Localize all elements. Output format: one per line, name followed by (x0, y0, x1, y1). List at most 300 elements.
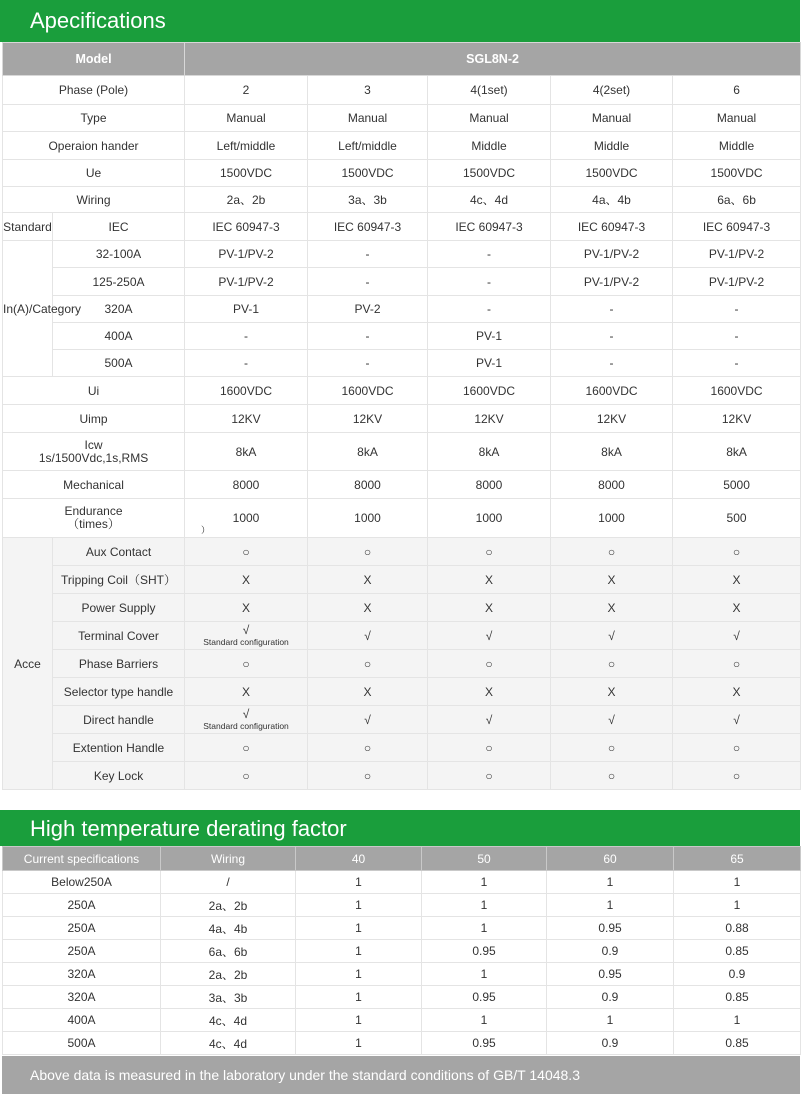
value-cell (428, 499, 551, 538)
value-cell: Middle (551, 132, 673, 160)
value-text: ○ (363, 544, 372, 559)
specifications-table (2, 42, 801, 790)
spec-row-uimp (3, 405, 801, 433)
value-text: X (363, 572, 372, 587)
value-text: 500 (726, 511, 747, 525)
value-cell: 1600VDC (673, 377, 801, 405)
value-cell: 12KV (551, 405, 673, 433)
value-text: X (363, 600, 372, 615)
row-label: Type (3, 105, 185, 132)
row-label: Standard (3, 213, 53, 241)
value-cell: IEC 60947-3 (428, 213, 551, 241)
derating-cell: 1 (674, 1009, 801, 1032)
row-sublabel: 125-250A (53, 268, 185, 296)
derating-cell: 500A (3, 1032, 161, 1055)
value-cell: 12KV (185, 405, 308, 433)
value-text: X (485, 600, 494, 615)
spec-row-wiring (3, 187, 801, 213)
value-cell (308, 622, 428, 650)
value-cell (673, 650, 801, 678)
value-cell (185, 566, 308, 594)
value-cell: 1500VDC (551, 160, 673, 187)
row-label: Mechanical (3, 471, 185, 499)
value-cell (551, 499, 673, 538)
row-label: Phase (Pole) (3, 76, 185, 105)
spec-row-category (3, 350, 801, 377)
value-text: √ (733, 628, 740, 643)
acce-row (3, 678, 801, 706)
value-text: ○ (242, 544, 250, 559)
value-cell (428, 594, 551, 622)
value-text: ○ (485, 768, 493, 783)
value-cell: Left/middle (308, 132, 428, 160)
value-cell: - (185, 323, 308, 350)
value-cell (673, 538, 801, 566)
row-label (3, 499, 185, 538)
icw-line1: Icw (84, 437, 103, 452)
value-cell (673, 594, 801, 622)
value-text: √ (608, 628, 615, 643)
value-text: ○ (485, 656, 493, 671)
derating-cell: Below250A (3, 871, 161, 894)
value-cell (308, 734, 428, 762)
derating-cell: 320A (3, 986, 161, 1009)
value-cell (185, 538, 308, 566)
value-cell: PV-1/PV-2 (551, 241, 673, 268)
value-cell (428, 734, 551, 762)
value-cell: 8kA (673, 433, 801, 471)
derating-cell: 0.95 (422, 1032, 547, 1055)
value-text: X (607, 572, 616, 587)
value-cell: 4c、4d (428, 187, 551, 213)
value-cell: PV-1/PV-2 (673, 268, 801, 296)
value-cell: IEC 60947-3 (551, 213, 673, 241)
value-cell (428, 706, 551, 734)
row-label: Operaion hander (3, 132, 185, 160)
derating-cell: 0.9 (674, 963, 801, 986)
value-cell (673, 762, 801, 790)
value-cell (551, 650, 673, 678)
value-cell: IEC 60947-3 (673, 213, 801, 241)
derating-cell: 6a、6b (161, 940, 296, 963)
row-sublabel: IEC (53, 213, 185, 241)
value-cell (551, 706, 673, 734)
acce-row (3, 734, 801, 762)
acce-item-name: Tripping Coil（SHT） (53, 566, 185, 594)
value-text: ○ (607, 656, 616, 671)
spec-row-ui (3, 377, 801, 405)
value-cell: PV-2 (308, 296, 428, 323)
derating-header-cell: 60 (547, 847, 674, 871)
derating-cell: 1 (296, 871, 422, 894)
value-cell: 8kA (185, 433, 308, 471)
value-cell: PV-1/PV-2 (673, 241, 801, 268)
value-cell (673, 706, 801, 734)
value-cell: Manual (185, 105, 308, 132)
footer-note: Above data is measured in the laboratory under the standard conditions of GB/T 14048.3 (2, 1056, 800, 1094)
row-label: In(A)/Category (3, 241, 53, 377)
value-cell (185, 706, 308, 734)
value-text: ○ (485, 544, 493, 559)
value-text: X (732, 572, 741, 587)
value-cell (308, 762, 428, 790)
value-cell: Middle (673, 132, 801, 160)
standard-config-note: Standard configuration (203, 636, 289, 647)
value-cell: Left/middle (185, 132, 308, 160)
value-text: ○ (363, 656, 372, 671)
value-cell: 8000 (551, 471, 673, 499)
value-text: ○ (363, 768, 372, 783)
derating-cell: 1 (674, 894, 801, 917)
value-text: ○ (607, 740, 616, 755)
value-cell: - (185, 350, 308, 377)
value-cell: 4(1set) (428, 76, 551, 105)
value-cell (308, 678, 428, 706)
value-text: 1000 (475, 511, 503, 525)
value-cell (673, 734, 801, 762)
value-cell: 1500VDC (673, 160, 801, 187)
derating-cell: 1 (547, 871, 674, 894)
endurance-line2: （times） (67, 517, 120, 531)
value-text: X (607, 684, 616, 699)
value-text: ○ (485, 740, 493, 755)
value-cell: 8kA (308, 433, 428, 471)
value-cell (185, 678, 308, 706)
derating-cell: 320A (3, 963, 161, 986)
derating-cell: 1 (296, 917, 422, 940)
value-text: X (242, 572, 251, 587)
spec-row-handle (3, 132, 801, 160)
acce-item-name: Key Lock (53, 762, 185, 790)
derating-header-cell: 50 (422, 847, 547, 871)
value-cell: 1600VDC (551, 377, 673, 405)
value-cell (185, 594, 308, 622)
derating-cell: 4c、4d (161, 1009, 296, 1032)
value-cell: PV-1/PV-2 (551, 268, 673, 296)
derating-cell: 0.85 (674, 940, 801, 963)
value-cell: - (551, 296, 673, 323)
value-cell: PV-1 (185, 296, 308, 323)
value-cell (551, 734, 673, 762)
model-label: Model (3, 43, 185, 76)
acce-item-name: Aux Contact (53, 538, 185, 566)
value-cell: Manual (428, 105, 551, 132)
value-cell: 2 (185, 76, 308, 105)
value-text: ○ (242, 656, 250, 671)
derating-cell: 0.88 (674, 917, 801, 940)
derating-cell: 0.9 (547, 986, 674, 1009)
value-cell: - (308, 350, 428, 377)
row-sublabel: 500A (53, 350, 185, 377)
value-cell: 2a、2b (185, 187, 308, 213)
derating-row (3, 940, 801, 963)
acce-row (3, 650, 801, 678)
derating-cell: 1 (422, 1009, 547, 1032)
value-cell: - (673, 296, 801, 323)
derating-cell: 0.85 (674, 986, 801, 1009)
value-cell: - (551, 350, 673, 377)
value-cell (428, 622, 551, 650)
value-text: √ (733, 712, 740, 727)
value-cell: Middle (428, 132, 551, 160)
value-cell: 4a、4b (551, 187, 673, 213)
row-label: Wiring (3, 187, 185, 213)
row-sublabel: 320A (53, 296, 185, 323)
derating-header-cell: Wiring (161, 847, 296, 871)
spec-row-phase (3, 76, 801, 105)
value-cell (551, 566, 673, 594)
acce-item-name: Terminal Cover (53, 622, 185, 650)
value-cell: 5000 (673, 471, 801, 499)
value-cell: - (308, 241, 428, 268)
derating-cell: 1 (422, 963, 547, 986)
value-cell: 3 (308, 76, 428, 105)
value-cell (185, 734, 308, 762)
value-text: 1000 (232, 511, 260, 525)
derating-cell: 1 (422, 917, 547, 940)
value-cell: 3a、3b (308, 187, 428, 213)
row-sublabel: 400A (53, 323, 185, 350)
value-cell: 8000 (308, 471, 428, 499)
value-cell: PV-1/PV-2 (185, 268, 308, 296)
derating-cell: 1 (422, 894, 547, 917)
row-label: Ui (3, 377, 185, 405)
derating-cell: 1 (422, 871, 547, 894)
value-cell: IEC 60947-3 (308, 213, 428, 241)
derating-row (3, 871, 801, 894)
value-text: X (732, 684, 741, 699)
value-text: X (363, 684, 372, 699)
value-cell: 1600VDC (428, 377, 551, 405)
derating-header-row (3, 847, 801, 871)
derating-cell: 2a、2b (161, 963, 296, 986)
stack-cell (203, 708, 289, 731)
value-cell: 8kA (551, 433, 673, 471)
value-cell: Manual (308, 105, 428, 132)
value-cell (551, 678, 673, 706)
value-cell (308, 538, 428, 566)
value-cell (185, 762, 308, 790)
derating-cell: 250A (3, 894, 161, 917)
value-cell: - (308, 323, 428, 350)
value-cell: Manual (673, 105, 801, 132)
derating-row (3, 963, 801, 986)
endurance-line1: Endurance (64, 504, 123, 518)
section-title-derating: High temperature derating factor (0, 810, 800, 846)
spec-row-category (3, 268, 801, 296)
spec-row-category (3, 296, 801, 323)
value-cell: 1600VDC (185, 377, 308, 405)
value-text: X (485, 572, 494, 587)
acce-item-name: Selector type handle (53, 678, 185, 706)
value-cell: 6 (673, 76, 801, 105)
acce-row (3, 706, 801, 734)
spec-row-ue (3, 160, 801, 187)
section-title-specifications: Apecifications (0, 0, 800, 42)
value-cell: 4(2set) (551, 76, 673, 105)
spec-row-mechanical (3, 471, 801, 499)
value-cell (673, 499, 801, 538)
derating-cell: 0.95 (547, 963, 674, 986)
derating-header-cell: 65 (674, 847, 801, 871)
spec-row-endurance (3, 499, 801, 538)
value-text: 1000 (598, 511, 625, 525)
derating-cell: 3a、3b (161, 986, 296, 1009)
derating-cell: 1 (296, 894, 422, 917)
value-text: ○ (363, 740, 372, 755)
value-text: X (242, 600, 251, 615)
value-cell: PV-1/PV-2 (185, 241, 308, 268)
derating-cell: 1 (296, 1032, 422, 1055)
derating-cell: 0.9 (547, 940, 674, 963)
derating-row (3, 1032, 801, 1055)
derating-row (3, 1009, 801, 1032)
standard-config-note: Standard configuration (203, 720, 289, 731)
value-cell: - (428, 241, 551, 268)
value-cell (308, 499, 428, 538)
value-text: X (485, 684, 494, 699)
value-cell: - (308, 268, 428, 296)
derating-cell: 4c、4d (161, 1032, 296, 1055)
value-cell (551, 762, 673, 790)
value-text: ○ (242, 768, 250, 783)
derating-cell: 250A (3, 917, 161, 940)
spec-row-standard (3, 213, 801, 241)
value-cell: 12KV (428, 405, 551, 433)
derating-cell: 0.95 (422, 940, 547, 963)
derating-cell: 2a、2b (161, 894, 296, 917)
value-cell (673, 678, 801, 706)
value-text: X (732, 600, 741, 615)
value-cell: 12KV (308, 405, 428, 433)
acce-item-name: Direct handle (53, 706, 185, 734)
value-cell (308, 706, 428, 734)
derating-cell: 1 (547, 1009, 674, 1032)
value-cell: 6a、6b (673, 187, 801, 213)
stack-cell (203, 624, 289, 647)
value-cell (428, 678, 551, 706)
derating-cell: 0.9 (547, 1032, 674, 1055)
value-cell: 1500VDC (428, 160, 551, 187)
value-cell: 8000 (428, 471, 551, 499)
value-cell (185, 622, 308, 650)
derating-cell: / (161, 871, 296, 894)
value-text: ○ (242, 740, 250, 755)
value-text: ○ (732, 656, 741, 671)
value-cell: Manual (551, 105, 673, 132)
value-cell (428, 762, 551, 790)
value-text: ○ (732, 544, 741, 559)
spec-row-category (3, 323, 801, 350)
derating-row (3, 986, 801, 1009)
value-text: √ (485, 712, 493, 727)
derating-cell: 0.85 (674, 1032, 801, 1055)
value-cell: - (673, 350, 801, 377)
value-text: ○ (607, 544, 616, 559)
acce-row (3, 566, 801, 594)
row-sublabel: 32-100A (53, 241, 185, 268)
derating-row (3, 894, 801, 917)
acce-row (3, 622, 801, 650)
value-cell (428, 566, 551, 594)
spec-row-type (3, 105, 801, 132)
value-text: √ (364, 628, 371, 643)
derating-cell: 1 (296, 986, 422, 1009)
derating-row (3, 917, 801, 940)
value-cell (551, 594, 673, 622)
acce-item-name: Extention Handle (53, 734, 185, 762)
value-text: ○ (607, 768, 616, 783)
model-value: SGL8N-2 (185, 43, 801, 76)
row-label: Ue (3, 160, 185, 187)
value-text: √ (242, 622, 250, 637)
value-cell (551, 538, 673, 566)
value-text: 1000 (354, 511, 381, 525)
value-cell: 8000 (185, 471, 308, 499)
acce-row (3, 538, 801, 566)
value-text: X (607, 600, 616, 615)
value-text: √ (242, 706, 250, 721)
derating-cell: 0.95 (422, 986, 547, 1009)
derating-cell: 1 (296, 1009, 422, 1032)
acce-label: Acce (3, 538, 53, 790)
value-cell: IEC 60947-3 (185, 213, 308, 241)
derating-header-cell: 40 (296, 847, 422, 871)
value-cell (308, 566, 428, 594)
table-header-row (3, 43, 801, 76)
value-text: √ (485, 628, 493, 643)
derating-cell: 0.95 (547, 917, 674, 940)
derating-cell: 400A (3, 1009, 161, 1032)
row-label: Uimp (3, 405, 185, 433)
value-cell (308, 594, 428, 622)
acce-item-name: Phase Barriers (53, 650, 185, 678)
derating-cell: 4a、4b (161, 917, 296, 940)
value-cell: PV-1 (428, 350, 551, 377)
value-cell: 12KV (673, 405, 801, 433)
stray-mark: ） (201, 525, 211, 535)
derating-cell: 1 (674, 871, 801, 894)
acce-item-name: Power Supply (53, 594, 185, 622)
derating-cell: 250A (3, 940, 161, 963)
acce-row (3, 762, 801, 790)
value-cell (428, 650, 551, 678)
value-cell (185, 650, 308, 678)
value-cell: - (428, 296, 551, 323)
value-text: ○ (732, 740, 741, 755)
value-text: √ (608, 712, 615, 727)
value-cell: - (673, 323, 801, 350)
value-cell: 1500VDC (308, 160, 428, 187)
value-cell: 8kA (428, 433, 551, 471)
derating-cell: 1 (296, 963, 422, 986)
value-cell: 1600VDC (308, 377, 428, 405)
derating-cell: 1 (547, 894, 674, 917)
row-label (3, 433, 185, 471)
spec-row-icw (3, 433, 801, 471)
value-cell (673, 566, 801, 594)
spec-row-category (3, 241, 801, 268)
value-cell (308, 650, 428, 678)
value-cell (428, 538, 551, 566)
value-cell (551, 622, 673, 650)
value-text: X (242, 684, 251, 699)
acce-row (3, 594, 801, 622)
derating-header-cell: Current specifications (3, 847, 161, 871)
value-cell: - (428, 268, 551, 296)
value-cell: 1500VDC (185, 160, 308, 187)
icw-line2: 1s/1500Vdc,1s,RMS (38, 450, 149, 465)
